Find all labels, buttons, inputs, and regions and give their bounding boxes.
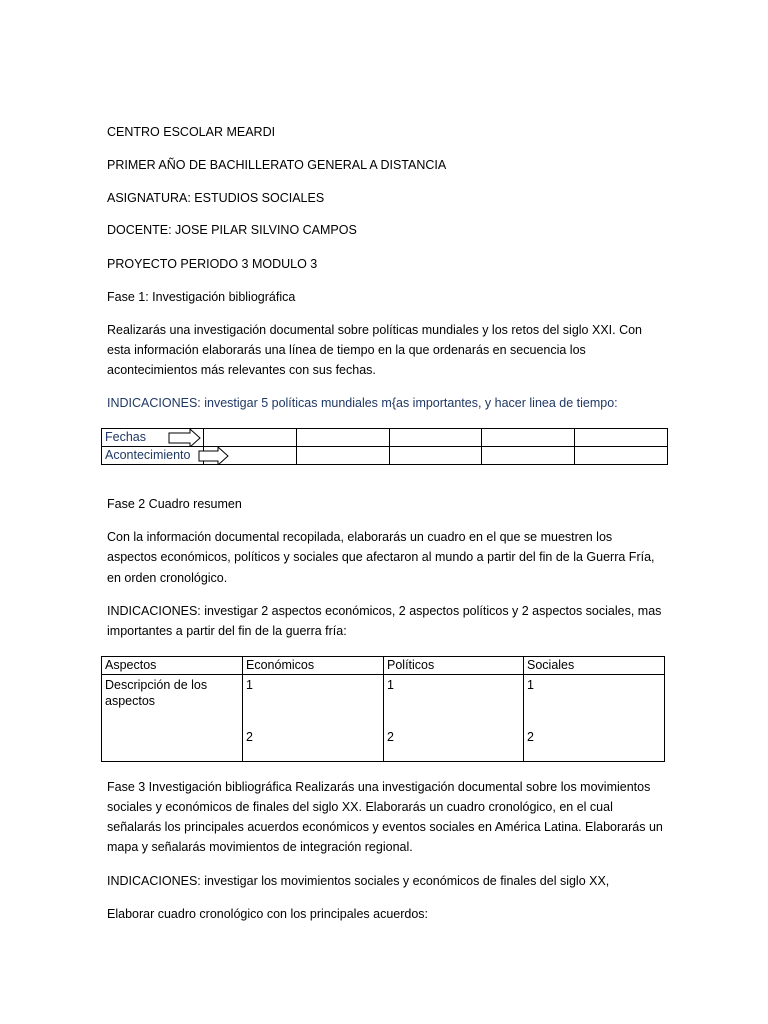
dates-label: Fechas [105,430,146,444]
timeline-cell [296,429,389,447]
item-number: 2 [246,730,253,744]
phase1-text-line: Realizarás una investigación documental sobre políticas mundiales y los retos del siglo XXI. Con [107,323,643,337]
phase3-text-line: mapa y señalarás movimientos de integración regional. [107,840,413,854]
timeline-row-events [102,447,668,465]
row-label-cell [102,675,243,762]
economic-cell [243,675,384,762]
timeline-cell [296,447,389,465]
project-line: PROYECTO PERIODO 3 MODULO 3 [107,257,318,271]
phase1-text-line: esta información elaborarás una línea de tiempo en la que ordenarás en secuencia los [107,343,586,357]
row-label-line: Descripción de los [105,678,208,692]
item-number: 1 [387,678,394,692]
item-number: 1 [527,678,534,692]
timeline-cell [482,447,575,465]
phase3-text-line: Fase 3 Investigación bibliográfica Realizarás una investigación documental sobre los movimientos [107,780,651,794]
timeline-label-cell [102,429,204,447]
timeline-cell [389,447,482,465]
phase2-instructions-line: importantes a partir del fin de la guerra fría: [107,624,347,638]
timeline-table [101,428,668,465]
phase3-text-line: sociales y económicos de finales del siglo XX. Elaborarás un cuadro cronológico, en el cual [107,800,613,814]
header-cell-aspectos: Aspectos [102,657,243,675]
phase2-title: Fase 2 Cuadro resumen [107,497,242,511]
timeline-label-cell [102,447,204,465]
header-cell-sociales: Sociales [524,657,665,675]
phase2-instructions-line: INDICACIONES: investigar 2 aspectos económicos, 2 aspectos políticos y 2 aspectos sociales, mas [107,604,662,618]
subject-line: ASIGNATURA: ESTUDIOS SOCIALES [107,191,325,205]
timeline-cell [482,429,575,447]
social-cell [524,675,665,762]
timeline-row-dates [102,429,668,447]
timeline-cell [575,447,668,465]
summary-table [101,656,665,762]
arrow-right-icon [168,429,202,447]
item-number: 2 [387,730,394,744]
summary-header-row [102,657,665,675]
header-cell-economicos: Económicos [243,657,384,675]
phase2-text-line: Con la información documental recopilada, elaborarás un cuadro en el que se muestren los [107,530,613,544]
item-number: 1 [246,678,253,692]
political-cell [384,675,524,762]
school-name: CENTRO ESCOLAR MEARDI [107,125,276,139]
phase3-instructions: INDICACIONES: investigar los movimientos sociales y económicos de finales del siglo XX, [107,874,610,888]
phase2-text-line: en orden cronológico. [107,571,228,585]
phase1-title: Fase 1: Investigación bibliográfica [107,290,296,304]
timeline-cell [389,429,482,447]
event-label: Acontecimiento [105,448,191,462]
item-number: 2 [527,730,534,744]
timeline-cell [204,429,297,447]
summary-body-row [102,675,665,762]
timeline-cell [575,429,668,447]
phase3-final-line: Elaborar cuadro cronológico con los principales acuerdos: [107,907,429,921]
phase1-instructions: INDICACIONES: investigar 5 políticas mundiales m{as importantes, y hacer linea de tiempo: [107,396,618,410]
phase3-text-line: señalarás los principales acuerdos económicos y eventos sociales en América Latina. Elaborarás un [107,820,663,834]
teacher-line: DOCENTE: JOSE PILAR SILVINO CAMPOS [107,223,357,237]
header-cell-politicos: Políticos [384,657,524,675]
phase1-text-line: acontecimientos más relevantes con sus fechas. [107,363,376,377]
arrow-right-icon [198,447,230,465]
phase2-text-line: aspectos económicos, políticos y sociales que afectaron al mundo a partir del fin de la Guerra Fría, [107,550,655,564]
row-label-line: aspectos [105,694,156,708]
grade-line: PRIMER AÑO DE BACHILLERATO GENERAL A DISTANCIA [107,158,447,172]
